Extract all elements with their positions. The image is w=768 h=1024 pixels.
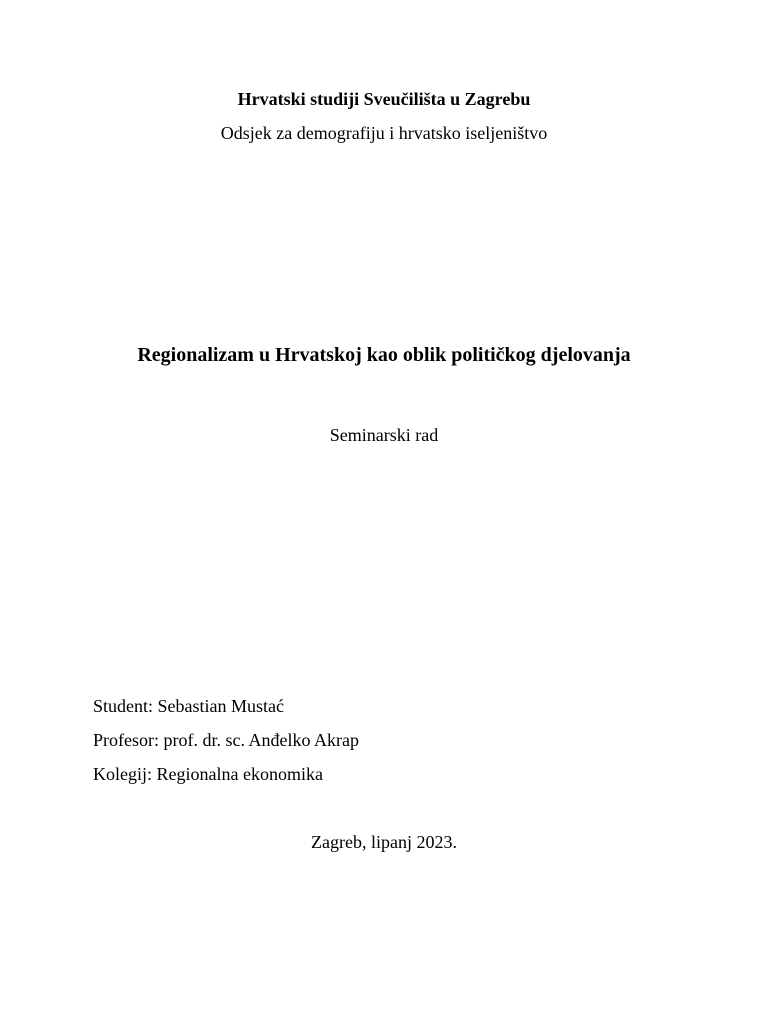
- course-line: Kolegij: Regionalna ekonomika: [93, 764, 323, 784]
- student-line: Student: Sebastian Mustać: [93, 696, 284, 716]
- institution-name: Hrvatski studiji Sveučilišta u Zagrebu: [237, 89, 531, 109]
- professor-line: Profesor: prof. dr. sc. Anđelko Akrap: [93, 730, 359, 750]
- document-title: Regionalizam u Hrvatskoj kao oblik političkog djelovanja: [137, 344, 631, 366]
- place-and-date: Zagreb, lipanj 2023.: [311, 832, 457, 852]
- document-type: Seminarski rad: [329, 425, 439, 445]
- department-name: Odsjek za demografiju i hrvatsko iseljeništvo: [220, 123, 548, 143]
